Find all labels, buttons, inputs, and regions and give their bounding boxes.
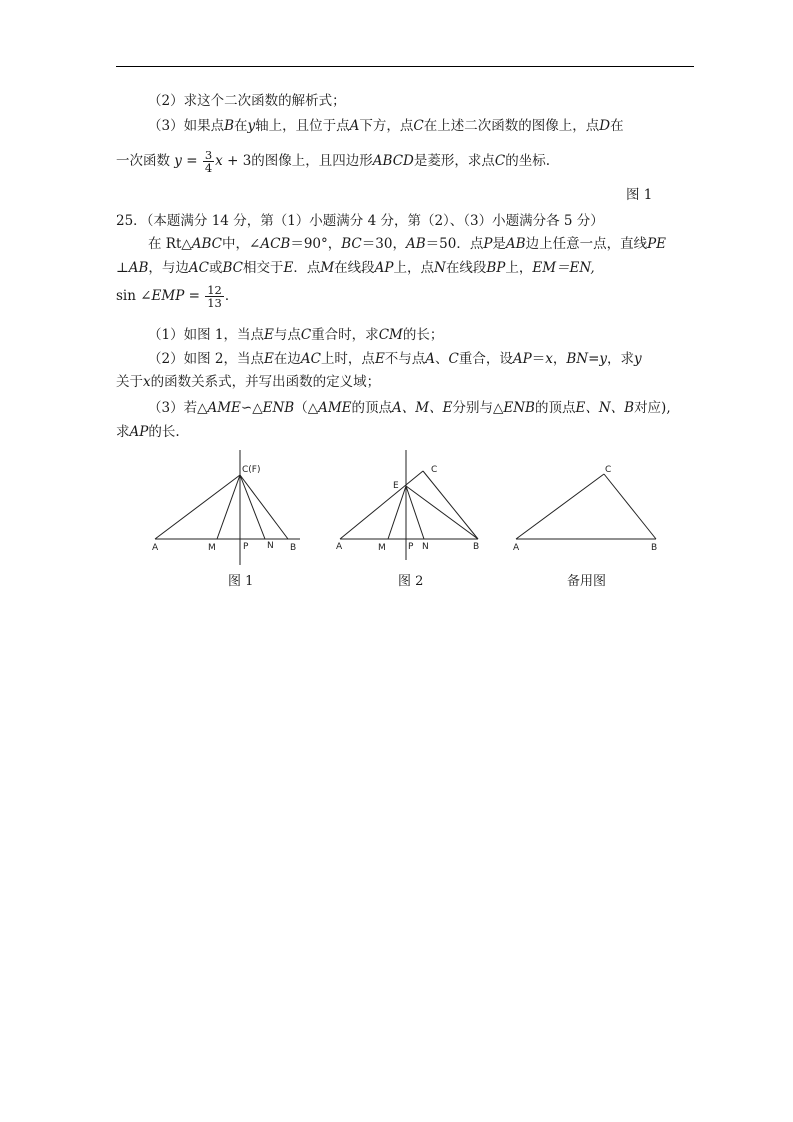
text: 下方，点	[359, 118, 414, 134]
equals-sign: =	[188, 288, 200, 304]
text: =	[588, 351, 600, 367]
text: 边上任意一点，直线	[525, 236, 648, 252]
text: 与点	[273, 327, 301, 343]
text: 上时，点	[320, 351, 375, 367]
text: ＝50．点	[425, 236, 484, 252]
var-E-N-B: E、N、B	[575, 400, 635, 416]
var-x: x	[215, 153, 223, 169]
q25-subquestion-3	[148, 400, 671, 416]
text: 重合，设	[458, 351, 513, 367]
q25-subquestion-2-cont	[116, 374, 380, 390]
label-N: N	[422, 542, 429, 552]
label-N: N	[267, 541, 274, 551]
var-E: E	[263, 351, 274, 367]
equals-sign: =	[186, 153, 198, 169]
text: 上，	[505, 260, 533, 276]
text: （3）若△	[148, 400, 208, 416]
var-ABCD: ABCD	[372, 153, 414, 169]
spare-figure-caption: 备用图	[567, 574, 607, 589]
numerator: 3	[204, 148, 213, 162]
sin-angle: sin ∠	[116, 288, 152, 304]
text: （1）如图 1，当点	[148, 327, 264, 343]
var-C: C	[448, 351, 459, 367]
text: （3）如果点	[148, 118, 225, 134]
segment-EM	[388, 486, 406, 539]
text: 上，点	[393, 260, 435, 276]
text: 的长；	[402, 327, 444, 343]
spare-figure-diagram	[508, 460, 668, 560]
figure-label-text: 图 1	[626, 187, 653, 203]
text: 关于	[116, 374, 143, 390]
var-PE: PE	[647, 236, 667, 252]
var-C: C	[494, 153, 506, 169]
text: ＝30，	[361, 236, 406, 252]
var-AP: AP	[129, 424, 149, 440]
text: ＝	[531, 351, 546, 367]
var-y: y	[247, 118, 256, 134]
var-M: M	[320, 260, 335, 276]
text: 在线段	[334, 260, 375, 276]
text: 相交于	[242, 260, 284, 276]
text: （△	[294, 400, 319, 416]
label-C: C	[605, 465, 612, 475]
figure-1-caption: 图 1	[228, 574, 254, 589]
segment-EN	[406, 486, 424, 539]
label-B: B	[473, 542, 480, 552]
var-AB: AB	[405, 236, 426, 252]
q25-heading	[116, 213, 604, 229]
var-x: x	[545, 351, 553, 367]
var-ABC: ABC	[191, 236, 223, 252]
var-A: A	[349, 118, 360, 134]
text: 是菱形，求点	[413, 153, 495, 169]
text: 的长.	[148, 424, 180, 440]
text: ．	[224, 288, 239, 304]
text: 是	[492, 236, 506, 252]
segment-CM	[217, 475, 240, 539]
var-ENB: ENB	[503, 400, 535, 416]
label-B: B	[651, 543, 658, 553]
var-EMP: EMP	[151, 288, 185, 304]
var-y: y	[174, 153, 182, 169]
q24-figure-label	[626, 187, 652, 203]
var-B: B	[224, 118, 235, 134]
denominator: 4	[204, 161, 213, 175]
label-A: A	[336, 542, 343, 552]
var-BC: BC	[341, 236, 362, 252]
var-N: N	[434, 260, 446, 276]
var-EM-EN: EM＝EN,	[532, 260, 595, 276]
var-AB: AB	[505, 236, 526, 252]
var-C: C	[300, 327, 312, 343]
q25-subquestion-2	[148, 351, 642, 367]
text: 对应),	[634, 400, 671, 416]
text: 在	[610, 118, 624, 134]
text: 、	[435, 351, 449, 367]
var-AC: AC	[300, 351, 321, 367]
text: 轴上，且位于点	[255, 118, 350, 134]
text: 在上述二次函数的图像上，点	[423, 118, 600, 134]
var-E: E	[263, 327, 274, 343]
q24-part2-text: （2）求这个二次函数的解析式；	[148, 93, 346, 109]
q25-line1	[148, 236, 666, 252]
label-E: E	[393, 481, 399, 491]
var-CM: CM	[378, 327, 403, 343]
text: 一次函数	[116, 153, 170, 169]
var-BN: BN	[566, 351, 589, 367]
figure-2-diagram	[330, 450, 490, 565]
label-P: P	[243, 542, 249, 552]
label-A: A	[513, 543, 520, 553]
text: ，与边	[148, 260, 189, 276]
text: ，	[552, 351, 567, 367]
var-AB: AB	[128, 260, 149, 276]
label-M: M	[208, 543, 216, 553]
var-AP: AP	[374, 260, 394, 276]
var-BC: BC	[222, 260, 243, 276]
text: ∽△	[240, 400, 263, 416]
var-x: x	[143, 374, 151, 390]
q24-part3-line2	[116, 149, 550, 174]
var-A: A	[425, 351, 436, 367]
var-AME: AME	[318, 400, 352, 416]
q24-part2	[148, 93, 346, 109]
figure-1-diagram	[140, 450, 320, 565]
segment-CB	[604, 474, 656, 539]
text: 在线段	[445, 260, 487, 276]
text: 的函数关系式，并写出函数的定义域；	[150, 374, 381, 390]
text: （2）如图 2，当点	[148, 351, 264, 367]
text: ＝90°，	[290, 236, 342, 252]
var-D: D	[599, 118, 611, 134]
var-C: C	[413, 118, 424, 134]
text: ，求	[607, 351, 635, 367]
var-y: y	[634, 351, 642, 367]
plus-three: + 3	[227, 153, 252, 169]
text: ⊥	[116, 260, 129, 276]
numerator: 12	[207, 283, 222, 297]
var-A-M-E: A、M、E	[392, 400, 453, 416]
text: 分别与△	[452, 400, 504, 416]
text: 求	[116, 424, 130, 440]
var-AC: AC	[188, 260, 209, 276]
text: 的图像上，且四边形	[251, 153, 373, 169]
figure-2-caption: 图 2	[398, 574, 424, 589]
q25-subquestion-3-cont	[116, 424, 180, 440]
text: 或	[208, 260, 223, 276]
text: 重合时，求	[311, 327, 379, 343]
var-AP: AP	[512, 351, 532, 367]
var-ENB: ENB	[262, 400, 295, 416]
label-C: C	[431, 465, 438, 475]
text: 在边	[273, 351, 301, 367]
q25-line3-sin	[116, 284, 238, 309]
header-rule	[116, 66, 694, 67]
var-AME: AME	[207, 400, 241, 416]
label-A: A	[152, 543, 159, 553]
text: 在 Rt△	[148, 236, 192, 252]
var-BP: BP	[486, 260, 506, 276]
label-M: M	[378, 543, 386, 553]
q25-subquestion-1	[148, 327, 443, 343]
fraction-three-quarters	[203, 149, 214, 174]
text: 的坐标.	[505, 153, 551, 169]
denominator: 13	[207, 296, 222, 310]
text: ．点	[293, 260, 321, 276]
segment-CB	[240, 475, 288, 539]
fraction-12-13	[205, 284, 224, 309]
q25-heading-text: 25．（本题满分 14 分，第（1）小题满分 4 分，第（2）、（3）小题满分各 5 分）	[116, 213, 604, 229]
var-y: y	[599, 351, 608, 367]
var-E: E	[283, 260, 294, 276]
text: 的顶点	[534, 400, 576, 416]
q25-line2	[116, 260, 595, 276]
text: 的顶点	[351, 400, 393, 416]
text: 在	[234, 118, 248, 134]
segment-CA	[155, 475, 240, 539]
var-E: E	[374, 351, 385, 367]
q24-part3-line1	[148, 118, 624, 134]
text: 不与点	[384, 351, 426, 367]
segment-AC	[340, 471, 423, 539]
label-C-F: C(F)	[242, 465, 261, 475]
var-ACB: ACB	[260, 236, 291, 252]
var-P: P	[483, 236, 493, 252]
segment-CN	[240, 475, 265, 539]
label-P: P	[408, 542, 414, 552]
text: 中，∠	[222, 236, 261, 252]
segment-AC	[516, 474, 604, 539]
label-B: B	[290, 543, 297, 553]
